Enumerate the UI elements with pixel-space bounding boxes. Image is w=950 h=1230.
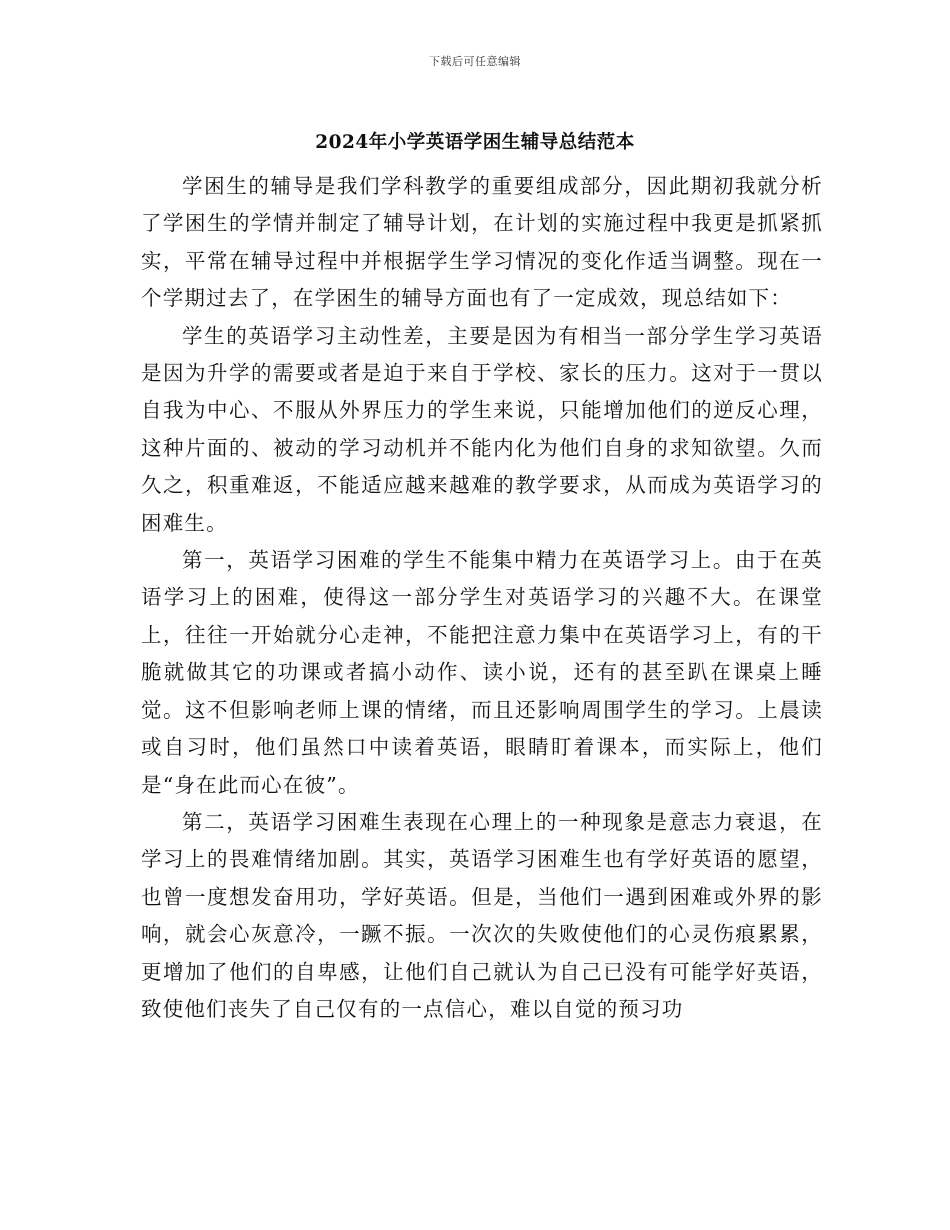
header-note: 下载后可任意编辑 xyxy=(429,55,521,68)
document-title: 2024年小学英语学困生辅导总结范本 xyxy=(315,132,635,153)
paragraph-1: 学困生的辅导是我们学科教学的重要组成部分，因此期初我就分析了学困生的学情并制定了辅导计划，在计划的实施过程中我更是抓紧抓实，平常在辅导过程中并根据学生学习情况的变化作适当调整。现在一个学期过去了，在学困生的辅导方面也有了一定成效，现总结如下： xyxy=(141,174,823,311)
paragraph-3: 第一，英语学习困难的学生不能集中精力在英语学习上。由于在英语学习上的困难，使得这一部分学生对英语学习的兴趣不大。在课堂上，往往一开始就分心走神，不能把注意力集中在英语学习上，有的干脆就做其它的功课或者搞小动作、读小说，还有的甚至趴在课桌上睡觉。这不但影响老师上课的情绪，而且还影响周围学生的学习。上晨读或自习时，他们虽然口中读着英语，眼睛盯着课本，而实际上，他们是“身在此而心在彼”。 xyxy=(141,548,823,797)
paragraph-4: 第二，英语学习困难生表现在心理上的一种现象是意志力衰退，在学习上的畏难情绪加剧。其实，英语学习困难生也有学好英语的愿望，也曾一度想发奋用功，学好英语。但是，当他们一遇到困难或外界的影响，就会心灰意冷，一蹶不振。一次次的失败使他们的心灵伤痕累累，更增加了他们的自卑感，让他们自己就认为自己已没有可能学好英语，致使他们丧失了自己仅有的一点信心，难以自觉的预习功 xyxy=(141,809,823,1021)
paragraph-2: 学生的英语学习主动性差，主要是因为有相当一部分学生学习英语是因为升学的需要或者是迫于来自于学校、家长的压力。这对于一贯以自我为中心、不服从外界压力的学生来说，只能增加他们的逆反心理，这种片面的、被动的学习动机并不能内化为他们自身的求知欲望。久而久之，积重难返，不能适应越来越难的教学要求，从而成为英语学习的困难生。 xyxy=(141,323,823,535)
document-body xyxy=(141,168,823,1028)
